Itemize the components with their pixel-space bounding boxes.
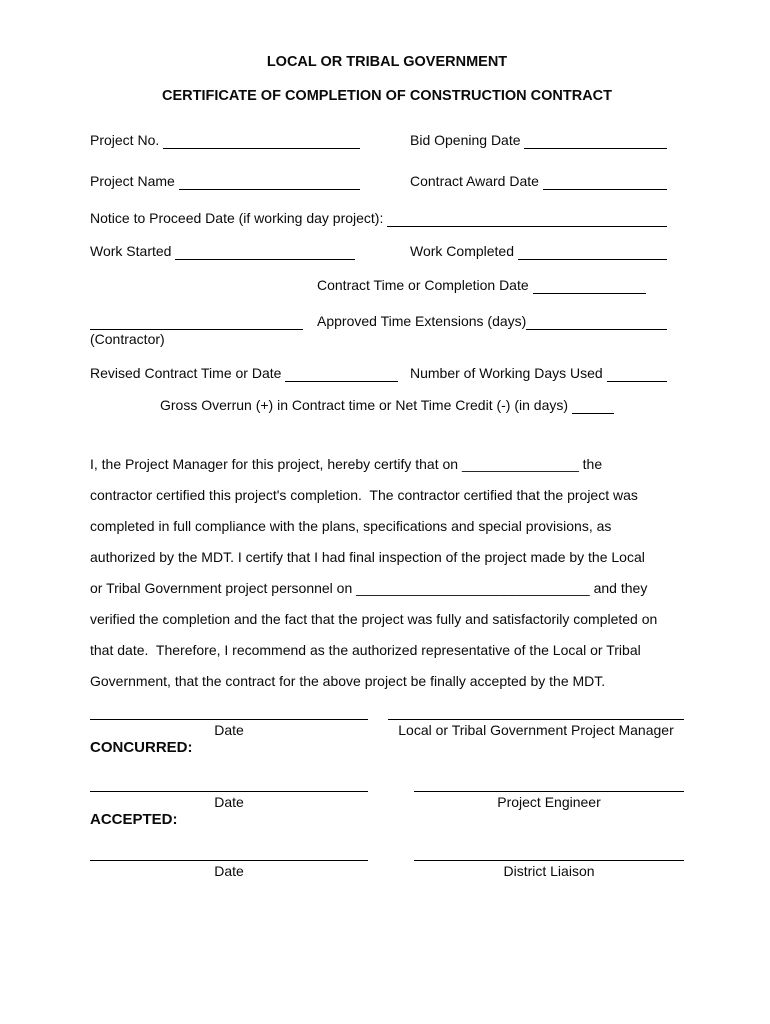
contract-time-blank[interactable] (533, 278, 646, 294)
contract-award-date-label: Contract Award Date (410, 173, 543, 189)
contractor-blank[interactable] (90, 314, 303, 330)
signature-line-date-1[interactable] (90, 719, 368, 739)
contract-time-label: Contract Time or Completion Date (317, 277, 533, 293)
certification-line: I, the Project Manager for this project, hereby certify that on _______________ the (90, 456, 603, 472)
contractor-caption: (Contractor) (90, 331, 165, 347)
certification-line: verified the completion and the fact that the project was fully and satisfactorily completed on (90, 611, 658, 627)
row-gross-overrun (160, 397, 684, 414)
contract-award-date-blank[interactable] (543, 174, 667, 190)
approved-time-extensions-label: Approved Time Extensions (days) (317, 313, 527, 329)
row-project-name (90, 173, 667, 190)
bid-opening-date-label: Bid Opening Date (410, 132, 525, 148)
row-contractor-extensions (90, 313, 667, 330)
row-work-dates (90, 243, 667, 260)
work-completed-label: Work Completed (410, 243, 518, 259)
accepted-heading: ACCEPTED: (90, 811, 178, 828)
revised-contract-time-blank[interactable] (285, 366, 398, 382)
certification-paragraph (90, 449, 684, 697)
project-engineer-label: Project Engineer (497, 794, 601, 810)
row-notice-to-proceed (90, 210, 667, 227)
working-days-used-blank[interactable] (607, 366, 667, 382)
project-name-label: Project Name (90, 173, 179, 189)
notice-to-proceed-blank[interactable] (387, 211, 667, 227)
work-started-blank[interactable] (175, 244, 355, 260)
row-project-no (90, 132, 667, 149)
work-completed-blank[interactable] (518, 244, 667, 260)
approved-time-extensions-blank[interactable] (526, 314, 667, 330)
project-no-blank[interactable] (163, 133, 360, 149)
notice-to-proceed-label: Notice to Proceed Date (if working day project): (90, 210, 388, 226)
signature-row-project-engineer (90, 791, 684, 811)
row-contract-time (317, 277, 684, 294)
date-label: Date (214, 794, 244, 810)
certification-line: or Tribal Government project personnel on ______________________________ and they (90, 580, 648, 596)
signature-line-date-3[interactable] (90, 860, 368, 880)
signature-line-project-engineer[interactable] (414, 791, 684, 811)
bid-opening-date-blank[interactable] (524, 133, 667, 149)
signature-row-project-manager (90, 719, 684, 739)
project-no-label: Project No. (90, 132, 164, 148)
row-revised-time (90, 365, 667, 382)
date-label: Date (214, 722, 244, 738)
certification-line: completed in full compliance with the plans, specifications and special provisions, as (90, 518, 612, 534)
concurred-heading: CONCURRED: (90, 739, 193, 756)
signature-row-district-liaison (90, 860, 684, 880)
gross-overrun-label: Gross Overrun (+) in Contract time or Net Time Credit (-) (in days) (160, 397, 572, 413)
form-title-line2: CERTIFICATE OF COMPLETION OF CONSTRUCTION CONTRACT (161, 88, 612, 104)
revised-contract-time-label: Revised Contract Time or Date (90, 365, 286, 381)
project-manager-label: Local or Tribal Government Project Manager (398, 722, 674, 738)
gross-overrun-blank[interactable] (572, 398, 614, 414)
signature-line-project-manager[interactable] (388, 719, 684, 739)
certification-line: that date. Therefore, I recommend as the authorized representative of the Local or Tribal (90, 642, 641, 658)
signature-line-date-2[interactable] (90, 791, 368, 811)
certification-line: contractor certified this project's completion. The contractor certified that the project was (90, 487, 638, 503)
form-title-line1: LOCAL OR TRIBAL GOVERNMENT (266, 54, 508, 70)
certification-line: Government, that the contract for the above project be finally accepted by the MDT. (90, 673, 606, 689)
signature-line-district-liaison[interactable] (414, 860, 684, 880)
working-days-used-label: Number of Working Days Used (410, 365, 607, 381)
date-label: Date (214, 863, 244, 879)
work-started-label: Work Started (90, 243, 176, 259)
project-name-blank[interactable] (179, 174, 360, 190)
district-liaison-label: District Liaison (503, 863, 595, 879)
certification-line: authorized by the MDT. I certify that I had final inspection of the project made by the Local (90, 549, 645, 565)
